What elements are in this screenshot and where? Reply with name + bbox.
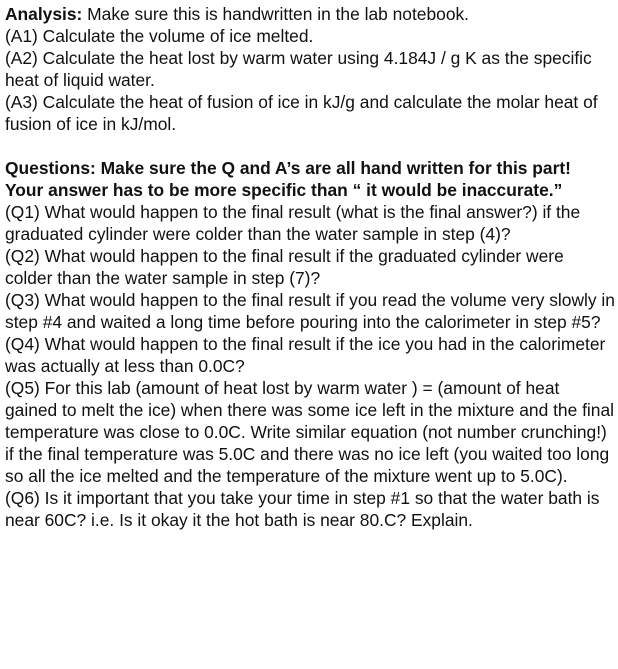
question-item-q3: (Q3) What would happen to the final result if you read the volume very slowly in step #4 and waited a long time before pouring into the calorimeter in step #5? [5, 290, 615, 332]
analysis-intro-line [5, 3, 615, 25]
question-item-q4: (Q4) What would happen to the final result if the ice you had in the calorimeter was actually at less than 0.0C? [5, 334, 606, 376]
question-item-q6: (Q6) Is it important that you take your time in step #1 so that the water bath is near 60C? i.e. Is it okay it the hot bath is near 80.C? Explain. [5, 488, 600, 530]
question-item-q1: (Q1) What would happen to the final result (what is the final answer?) if the graduated cylinder were colder than the water sample in step (4)? [5, 202, 581, 244]
questions-note: Your answer has to be more specific than “ it would be inaccurate.” [5, 180, 563, 200]
document-body [5, 3, 615, 531]
analysis-item-a2: (A2) Calculate the heat lost by warm water using 4.184J / g K as the specific heat of liquid water. [5, 48, 592, 90]
analysis-item-a1: (A1) Calculate the volume of ice melted. [5, 26, 314, 46]
section-spacer [5, 135, 615, 157]
question-item-q2: (Q2) What would happen to the final result if the graduated cylinder were colder than the water sample in step (7)? [5, 246, 564, 288]
questions-heading: Questions: Make sure the Q and A’s are all hand written for this part! [5, 158, 571, 178]
question-item-q5: (Q5) For this lab (amount of heat lost by warm water ) = (amount of heat gained to melt the ice) when there was some ice left in the mixture and the final temperature was close to 0.0C. Write similar equation (not number crunching!) if the final temperature was 5.0C and there was no ice left (you waited too long so all the ice melted and the temperature of the mixture went up to 5.0C). [5, 378, 614, 486]
analysis-heading: Analysis: [5, 4, 83, 24]
analysis-item-a3: (A3) Calculate the heat of fusion of ice in kJ/g and calculate the molar heat of fusion of ice in kJ/mol. [5, 92, 598, 134]
analysis-intro: Make sure this is handwritten in the lab notebook. [87, 4, 470, 24]
